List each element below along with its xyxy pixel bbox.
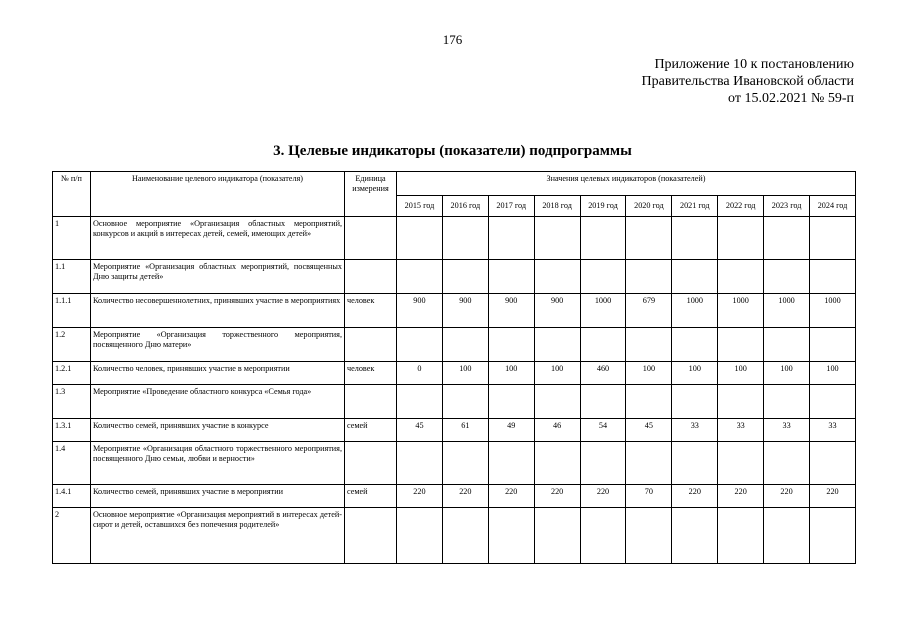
row-value: 679 (626, 294, 672, 328)
row-unit: семей (345, 485, 397, 508)
row-value (580, 508, 626, 564)
row-value (626, 442, 672, 485)
row-unit: человек (345, 294, 397, 328)
row-value: 1000 (718, 294, 764, 328)
row-value: 900 (534, 294, 580, 328)
row-value (810, 260, 856, 294)
header-unit: Единица измерения (345, 172, 397, 217)
row-value (810, 328, 856, 362)
row-value (672, 385, 718, 419)
row-value (534, 508, 580, 564)
header-indicator-name: Наименование целевого индикатора (показателя) (91, 172, 345, 217)
row-value (442, 442, 488, 485)
row-value (718, 217, 764, 260)
row-value: 220 (672, 485, 718, 508)
indicators-table (52, 171, 856, 564)
row-number: 1 (53, 217, 91, 260)
header-year: 2020 год (626, 196, 672, 217)
header-year: 2023 год (764, 196, 810, 217)
row-value (442, 217, 488, 260)
row-value (488, 385, 534, 419)
appendix-line-3: от 15.02.2021 № 59-п (728, 91, 854, 106)
row-value: 1000 (672, 294, 718, 328)
row-unit (345, 508, 397, 564)
row-value: 100 (534, 362, 580, 385)
row-value (764, 260, 810, 294)
row-unit: семей (345, 419, 397, 442)
row-value (442, 260, 488, 294)
row-value (488, 217, 534, 260)
row-value: 220 (488, 485, 534, 508)
row-value: 220 (718, 485, 764, 508)
row-value: 220 (580, 485, 626, 508)
header-year: 2021 год (672, 196, 718, 217)
appendix-block (642, 56, 854, 107)
row-value: 1000 (764, 294, 810, 328)
row-indicator-name: Количество несовершеннолетних, принявших участие в мероприятиях (91, 294, 345, 328)
row-value (672, 508, 718, 564)
row-value (672, 260, 718, 294)
row-value (580, 385, 626, 419)
row-indicator-name: Количество семей, принявших участие в конкурсе (91, 419, 345, 442)
appendix-line-1: Приложение 10 к постановлению (654, 57, 854, 72)
table-row (53, 485, 856, 508)
row-value (534, 260, 580, 294)
row-value: 100 (718, 362, 764, 385)
row-value (397, 328, 443, 362)
row-value (534, 328, 580, 362)
header-year: 2016 год (442, 196, 488, 217)
row-value (764, 385, 810, 419)
row-unit: человек (345, 362, 397, 385)
row-indicator-name: Количество семей, принявших участие в мероприятии (91, 485, 345, 508)
row-number: 1.2 (53, 328, 91, 362)
row-value (397, 217, 443, 260)
row-value: 900 (397, 294, 443, 328)
appendix-line-2: Правительства Ивановской области (641, 74, 854, 89)
header-year: 2022 год (718, 196, 764, 217)
row-value: 46 (534, 419, 580, 442)
page-number: 176 (442, 32, 463, 47)
row-value: 220 (442, 485, 488, 508)
row-value (764, 217, 810, 260)
row-value (626, 385, 672, 419)
section-title: 3. Целевые индикаторы (показатели) подпрограммы (273, 143, 632, 159)
row-value (534, 217, 580, 260)
table-row (53, 328, 856, 362)
row-value (488, 508, 534, 564)
row-number: 1.1.1 (53, 294, 91, 328)
row-value (397, 508, 443, 564)
row-value (488, 442, 534, 485)
header-values: Значения целевых индикаторов (показателей) (397, 172, 856, 196)
row-value (488, 328, 534, 362)
row-value (397, 385, 443, 419)
table-row (53, 508, 856, 564)
row-value (442, 385, 488, 419)
row-unit (345, 260, 397, 294)
row-value: 900 (488, 294, 534, 328)
row-indicator-name: Мероприятие «Организация областных мероприятий, посвященных Дню защиты детей» (91, 260, 345, 294)
table-row (53, 217, 856, 260)
row-number: 2 (53, 508, 91, 564)
row-value: 54 (580, 419, 626, 442)
row-value: 100 (672, 362, 718, 385)
row-value: 61 (442, 419, 488, 442)
row-value (534, 385, 580, 419)
row-value (442, 508, 488, 564)
table-row (53, 419, 856, 442)
row-indicator-name: Мероприятие «Организация торжественного мероприятия, посвященного Дню матери» (91, 328, 345, 362)
row-value (672, 217, 718, 260)
row-value (488, 260, 534, 294)
row-value (672, 328, 718, 362)
row-value (397, 442, 443, 485)
header-year: 2017 год (488, 196, 534, 217)
row-indicator-name: Основное мероприятие «Организация мероприятий в интересах детей-сирот и детей, оставшихся без попечения родителей» (91, 508, 345, 564)
row-number: 1.4 (53, 442, 91, 485)
row-value (442, 328, 488, 362)
row-value: 100 (764, 362, 810, 385)
row-value (534, 442, 580, 485)
row-value (580, 217, 626, 260)
row-value (626, 508, 672, 564)
row-value (672, 442, 718, 485)
row-value (810, 217, 856, 260)
row-value: 33 (718, 419, 764, 442)
row-unit (345, 328, 397, 362)
row-number: 1.2.1 (53, 362, 91, 385)
row-value: 220 (764, 485, 810, 508)
row-value: 33 (764, 419, 810, 442)
row-value: 460 (580, 362, 626, 385)
row-number: 1.1 (53, 260, 91, 294)
table-body (53, 217, 856, 564)
table-row (53, 385, 856, 419)
row-value: 70 (626, 485, 672, 508)
row-value: 0 (397, 362, 443, 385)
row-unit (345, 217, 397, 260)
row-value: 33 (672, 419, 718, 442)
table-row (53, 442, 856, 485)
row-value: 1000 (580, 294, 626, 328)
row-value: 100 (626, 362, 672, 385)
table-row (53, 362, 856, 385)
row-value (764, 328, 810, 362)
row-value (397, 260, 443, 294)
row-value (718, 260, 764, 294)
row-value: 220 (534, 485, 580, 508)
row-indicator-name: Количество человек, принявших участие в мероприятии (91, 362, 345, 385)
row-number: 1.4.1 (53, 485, 91, 508)
row-value (718, 442, 764, 485)
row-value (580, 442, 626, 485)
row-value (764, 508, 810, 564)
row-value: 220 (397, 485, 443, 508)
row-value (580, 328, 626, 362)
row-number: 1.3.1 (53, 419, 91, 442)
row-value: 45 (397, 419, 443, 442)
row-value (810, 508, 856, 564)
row-value: 100 (488, 362, 534, 385)
row-indicator-name: Мероприятие «Проведение областного конкурса «Семья года» (91, 385, 345, 419)
row-value (810, 385, 856, 419)
header-year: 2024 год (810, 196, 856, 217)
row-value: 900 (442, 294, 488, 328)
row-value (764, 442, 810, 485)
row-value: 220 (810, 485, 856, 508)
table-row (53, 294, 856, 328)
row-value (718, 385, 764, 419)
row-number: 1.3 (53, 385, 91, 419)
header-year: 2019 год (580, 196, 626, 217)
row-indicator-name: Основное мероприятие «Организация областных мероприятий, конкурсов и акций в интересах детей, семей, имеющих детей» (91, 217, 345, 260)
row-value (718, 328, 764, 362)
row-value (810, 442, 856, 485)
row-value: 100 (810, 362, 856, 385)
header-year: 2015 год (397, 196, 443, 217)
row-unit (345, 385, 397, 419)
row-value: 45 (626, 419, 672, 442)
row-value: 100 (442, 362, 488, 385)
row-value: 33 (810, 419, 856, 442)
row-indicator-name: Мероприятие «Организация областного торжественного мероприятия, посвященного Дню семьи, любви и верности» (91, 442, 345, 485)
table-row (53, 260, 856, 294)
row-value (626, 328, 672, 362)
header-year: 2018 год (534, 196, 580, 217)
row-value (626, 217, 672, 260)
header-number: № п/п (53, 172, 91, 217)
row-value (718, 508, 764, 564)
row-value (626, 260, 672, 294)
row-unit (345, 442, 397, 485)
row-value: 1000 (810, 294, 856, 328)
row-value (580, 260, 626, 294)
row-value: 49 (488, 419, 534, 442)
